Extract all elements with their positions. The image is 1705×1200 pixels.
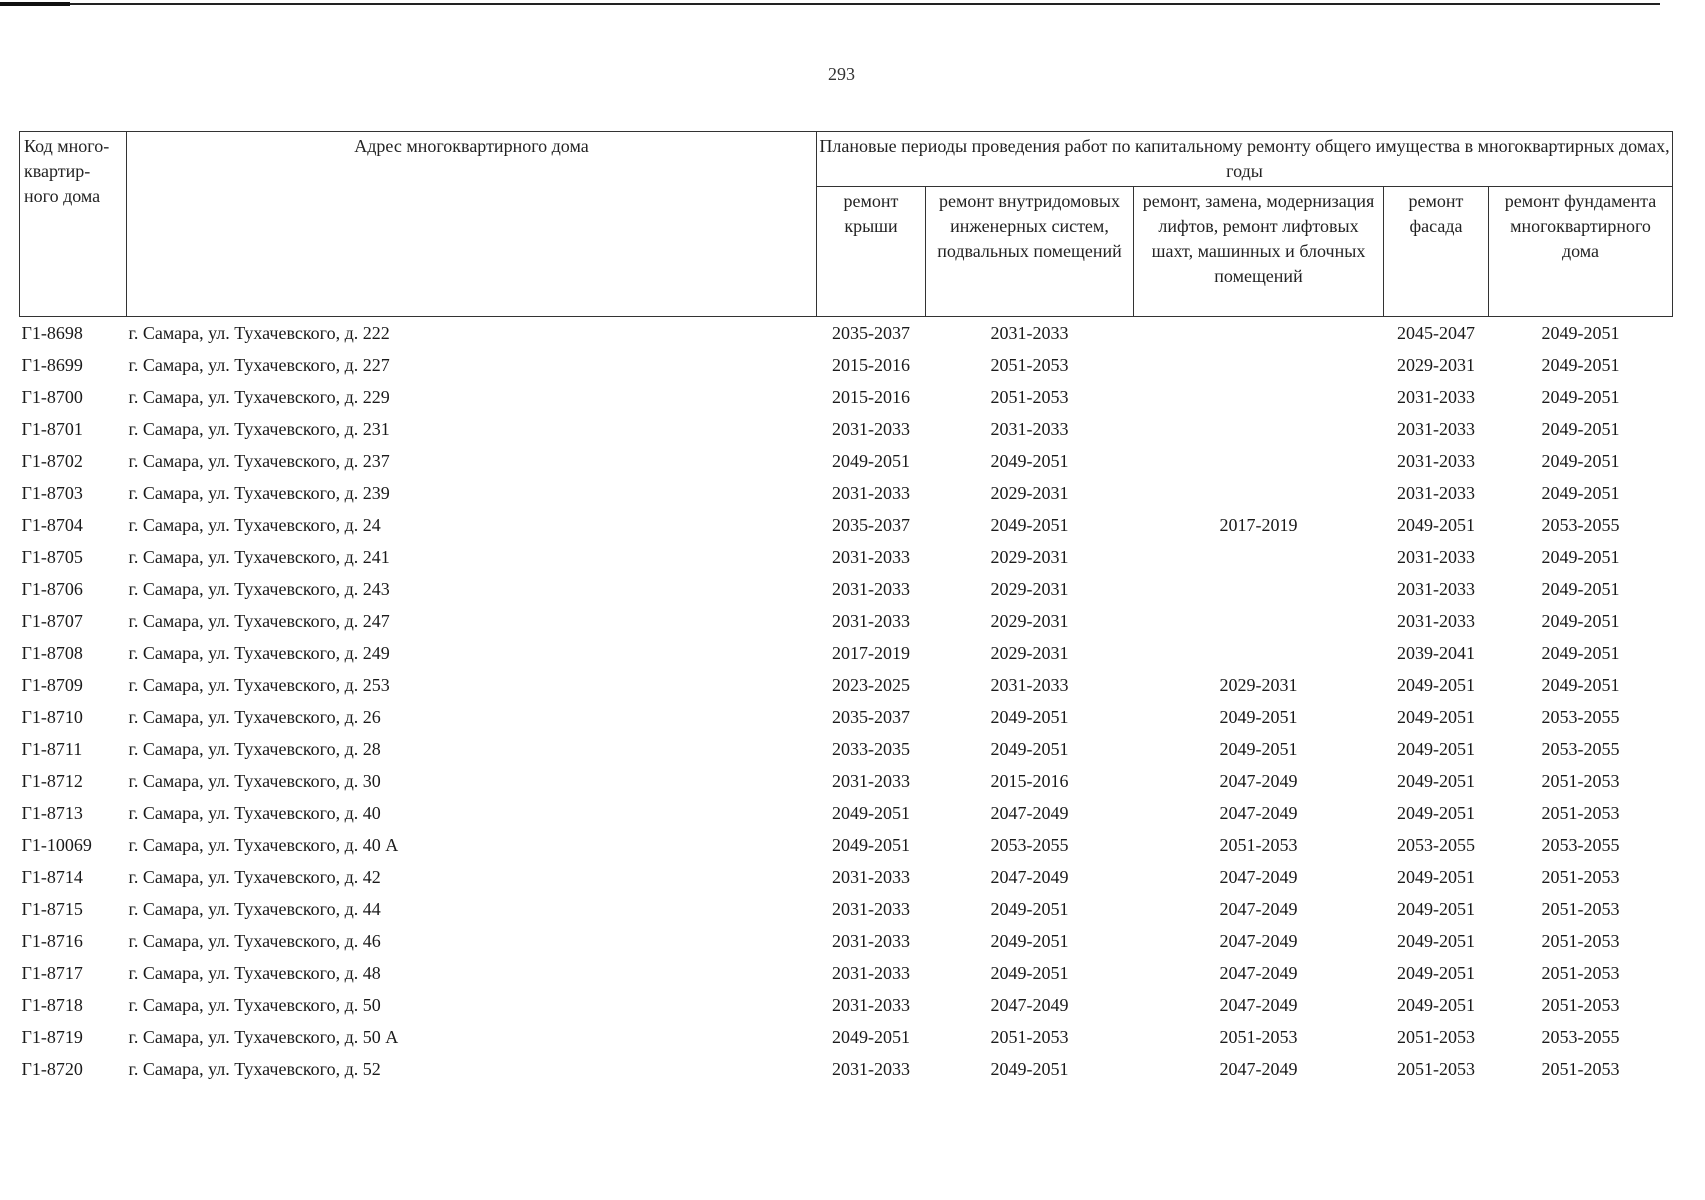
table-row: [20, 957, 1673, 989]
cell-roof: 2031-2033: [832, 418, 910, 439]
cell-roof: 2031-2033: [832, 866, 910, 887]
cell-code: Г1-8719: [21, 1026, 83, 1047]
cell-code: Г1-8706: [21, 578, 83, 599]
cell-facade: 2053-2055: [1397, 834, 1475, 855]
cell-facade: 2049-2051: [1397, 514, 1475, 535]
table-row: [20, 573, 1673, 605]
cell-systems: 2049-2051: [990, 930, 1069, 951]
cell-facade: 2049-2051: [1397, 898, 1475, 919]
table-row: [20, 637, 1673, 669]
header-foundation: ремонт фундамента многоквартирного дома: [1489, 187, 1673, 317]
cell-code: Г1-10069: [21, 834, 92, 855]
cell-code: Г1-8701: [21, 418, 83, 439]
header-periods-group: Плановые периоды проведения работ по капитальному ремонту общего имущества в многоквартирных домах, годы: [817, 132, 1673, 187]
cell-roof: 2031-2033: [832, 994, 910, 1015]
cell-address: г. Самара, ул. Тухачевского, д. 40: [128, 802, 381, 823]
cell-foundation: 2049-2051: [1541, 450, 1620, 471]
cell-code: Г1-8700: [21, 386, 83, 407]
cell-address: г. Самара, ул. Тухачевского, д. 50 А: [128, 1026, 399, 1047]
table-row: [20, 445, 1673, 477]
table-row: [20, 989, 1673, 1021]
cell-roof: 2017-2019: [832, 642, 910, 663]
cell-elevators: [1134, 477, 1384, 509]
cell-roof: 2031-2033: [832, 578, 910, 599]
cell-elevators: 2049-2051: [1219, 738, 1298, 759]
cell-systems: 2029-2031: [990, 546, 1069, 567]
cell-address: г. Самара, ул. Тухачевского, д. 48: [128, 962, 381, 983]
cell-code: Г1-8702: [21, 450, 83, 471]
cell-elevators: 2047-2049: [1219, 1058, 1298, 1079]
capital-repair-table: [19, 131, 1673, 1085]
cell-address: г. Самара, ул. Тухачевского, д. 40 А: [128, 834, 399, 855]
cell-address: г. Самара, ул. Тухачевского, д. 42: [128, 866, 381, 887]
cell-foundation: 2053-2055: [1541, 706, 1620, 727]
cell-facade: 2049-2051: [1397, 866, 1475, 887]
cell-facade: 2045-2047: [1397, 322, 1475, 343]
cell-roof: 2033-2035: [832, 738, 910, 759]
cell-elevators: 2047-2049: [1219, 898, 1298, 919]
cell-address: г. Самара, ул. Тухачевского, д. 44: [128, 898, 381, 919]
cell-elevators: [1134, 381, 1384, 413]
cell-foundation: 2049-2051: [1541, 610, 1620, 631]
table-row: [20, 701, 1673, 733]
cell-foundation: 2049-2051: [1541, 322, 1620, 343]
cell-roof: 2049-2051: [832, 1026, 910, 1047]
cell-systems: 2053-2055: [990, 834, 1069, 855]
cell-foundation: 2053-2055: [1541, 834, 1620, 855]
header-roof: ремонт крыши: [817, 187, 926, 317]
cell-roof: 2031-2033: [832, 610, 910, 631]
cell-systems: 2049-2051: [990, 706, 1069, 727]
cell-systems: 2029-2031: [990, 610, 1069, 631]
cell-roof: 2031-2033: [832, 930, 910, 951]
cell-systems: 2047-2049: [990, 866, 1069, 887]
cell-systems: 2049-2051: [990, 514, 1069, 535]
cell-foundation: 2049-2051: [1541, 418, 1620, 439]
cell-elevators: 2047-2049: [1219, 866, 1298, 887]
cell-facade: 2049-2051: [1397, 994, 1475, 1015]
cell-roof: 2015-2016: [832, 354, 910, 375]
cell-systems: 2049-2051: [990, 450, 1069, 471]
table-row: [20, 541, 1673, 573]
cell-code: Г1-8717: [21, 962, 83, 983]
cell-code: Г1-8711: [21, 738, 83, 759]
cell-address: г. Самара, ул. Тухачевского, д. 241: [128, 546, 390, 567]
cell-address: г. Самара, ул. Тухачевского, д. 239: [128, 482, 390, 503]
cell-elevators: 2047-2049: [1219, 930, 1298, 951]
cell-foundation: 2053-2055: [1541, 514, 1620, 535]
cell-elevators: 2047-2049: [1219, 802, 1298, 823]
cell-code: Г1-8699: [21, 354, 83, 375]
cell-foundation: 2049-2051: [1541, 674, 1620, 695]
cell-code: Г1-8713: [21, 802, 83, 823]
cell-address: г. Самара, ул. Тухачевского, д. 52: [128, 1058, 381, 1079]
table-body: [20, 317, 1673, 1086]
cell-elevators: [1134, 541, 1384, 573]
cell-code: Г1-8716: [21, 930, 83, 951]
cell-systems: 2051-2053: [990, 386, 1069, 407]
cell-roof: 2049-2051: [832, 450, 910, 471]
cell-facade: 2051-2053: [1397, 1026, 1475, 1047]
cell-elevators: [1134, 637, 1384, 669]
cell-systems: 2031-2033: [990, 322, 1069, 343]
cell-code: Г1-8710: [21, 706, 83, 727]
table-row: [20, 349, 1673, 381]
cell-roof: 2015-2016: [832, 386, 910, 407]
cell-foundation: 2051-2053: [1541, 898, 1620, 919]
cell-address: г. Самара, ул. Тухачевского, д. 243: [128, 578, 390, 599]
cell-foundation: 2051-2053: [1541, 930, 1620, 951]
cell-facade: 2051-2053: [1397, 1058, 1475, 1079]
cell-facade: 2049-2051: [1397, 930, 1475, 951]
cell-foundation: 2049-2051: [1541, 354, 1620, 375]
cell-code: Г1-8703: [21, 482, 83, 503]
cell-roof: 2035-2037: [832, 322, 910, 343]
cell-systems: 2049-2051: [990, 1058, 1069, 1079]
cell-address: г. Самара, ул. Тухачевского, д. 30: [128, 770, 381, 791]
header-row-1: [20, 132, 1673, 187]
cell-address: г. Самара, ул. Тухачевского, д. 222: [128, 322, 390, 343]
cell-foundation: 2051-2053: [1541, 994, 1620, 1015]
table-row: [20, 861, 1673, 893]
cell-code: Г1-8715: [21, 898, 83, 919]
table-row: [20, 669, 1673, 701]
cell-foundation: 2049-2051: [1541, 386, 1620, 407]
table-row: [20, 381, 1673, 413]
cell-facade: 2031-2033: [1397, 546, 1475, 567]
cell-roof: 2035-2037: [832, 706, 910, 727]
header-elevators: ремонт, замена, модернизация лифтов, ремонт лифтовых шахт, машинных и блочных помещений: [1134, 187, 1384, 317]
cell-foundation: 2053-2055: [1541, 1026, 1620, 1047]
cell-code: Г1-8705: [21, 546, 83, 567]
cell-address: г. Самара, ул. Тухачевского, д. 249: [128, 642, 390, 663]
cell-foundation: 2051-2053: [1541, 1058, 1620, 1079]
cell-systems: 2031-2033: [990, 418, 1069, 439]
cell-code: Г1-8709: [21, 674, 83, 695]
cell-facade: 2049-2051: [1397, 738, 1475, 759]
table-row: [20, 605, 1673, 637]
cell-systems: 2047-2049: [990, 802, 1069, 823]
cell-systems: 2049-2051: [990, 962, 1069, 983]
cell-facade: 2031-2033: [1397, 482, 1475, 503]
table-row: [20, 893, 1673, 925]
cell-facade: 2049-2051: [1397, 674, 1475, 695]
cell-systems: 2015-2016: [990, 770, 1069, 791]
cell-address: г. Самара, ул. Тухачевского, д. 24: [128, 514, 381, 535]
cell-foundation: 2051-2053: [1541, 802, 1620, 823]
cell-facade: 2039-2041: [1397, 642, 1475, 663]
table-row: [20, 1053, 1673, 1085]
cell-elevators: [1134, 445, 1384, 477]
cell-address: г. Самара, ул. Тухачевского, д. 237: [128, 450, 390, 471]
cell-code: Г1-8708: [21, 642, 83, 663]
cell-foundation: 2049-2051: [1541, 578, 1620, 599]
cell-elevators: [1134, 349, 1384, 381]
cell-elevators: 2017-2019: [1219, 514, 1298, 535]
cell-facade: 2031-2033: [1397, 386, 1475, 407]
cell-foundation: 2053-2055: [1541, 738, 1620, 759]
cell-systems: 2029-2031: [990, 482, 1069, 503]
cell-foundation: 2051-2053: [1541, 962, 1620, 983]
cell-elevators: [1134, 317, 1384, 350]
cell-elevators: [1134, 605, 1384, 637]
cell-foundation: 2049-2051: [1541, 642, 1620, 663]
cell-elevators: 2051-2053: [1219, 834, 1298, 855]
cell-roof: 2031-2033: [832, 962, 910, 983]
cell-systems: 2029-2031: [990, 578, 1069, 599]
top-rule: [0, 3, 1660, 5]
table-row: [20, 477, 1673, 509]
cell-facade: 2049-2051: [1397, 802, 1475, 823]
cell-address: г. Самара, ул. Тухачевского, д. 46: [128, 930, 381, 951]
cell-elevators: 2049-2051: [1219, 706, 1298, 727]
header-code: Код много-квартир-ного дома: [20, 132, 127, 317]
cell-elevators: 2051-2053: [1219, 1026, 1298, 1047]
cell-code: Г1-8712: [21, 770, 83, 791]
cell-address: г. Самара, ул. Тухачевского, д. 253: [128, 674, 390, 695]
cell-foundation: 2051-2053: [1541, 866, 1620, 887]
cell-elevators: [1134, 413, 1384, 445]
cell-facade: 2031-2033: [1397, 610, 1475, 631]
cell-roof: 2031-2033: [832, 898, 910, 919]
cell-facade: 2031-2033: [1397, 418, 1475, 439]
cell-systems: 2049-2051: [990, 738, 1069, 759]
cell-elevators: [1134, 573, 1384, 605]
cell-address: г. Самара, ул. Тухачевского, д. 50: [128, 994, 381, 1015]
cell-systems: 2047-2049: [990, 994, 1069, 1015]
cell-roof: 2031-2033: [832, 482, 910, 503]
cell-address: г. Самара, ул. Тухачевского, д. 26: [128, 706, 381, 727]
cell-systems: 2051-2053: [990, 1026, 1069, 1047]
cell-address: г. Самара, ул. Тухачевского, д. 247: [128, 610, 390, 631]
cell-roof: 2049-2051: [832, 802, 910, 823]
cell-code: Г1-8718: [21, 994, 83, 1015]
cell-code: Г1-8714: [21, 866, 83, 887]
cell-systems: 2029-2031: [990, 642, 1069, 663]
cell-code: Г1-8707: [21, 610, 83, 631]
table-row: [20, 829, 1673, 861]
cell-roof: 2035-2037: [832, 514, 910, 535]
cell-elevators: 2047-2049: [1219, 962, 1298, 983]
cell-code: Г1-8704: [21, 514, 83, 535]
cell-facade: 2029-2031: [1397, 354, 1475, 375]
cell-facade: 2049-2051: [1397, 706, 1475, 727]
cell-systems: 2031-2033: [990, 674, 1069, 695]
cell-address: г. Самара, ул. Тухачевского, д. 229: [128, 386, 390, 407]
cell-roof: 2031-2033: [832, 546, 910, 567]
cell-elevators: 2029-2031: [1219, 674, 1298, 695]
cell-facade: 2031-2033: [1397, 578, 1475, 599]
cell-code: Г1-8720: [21, 1058, 83, 1079]
cell-roof: 2049-2051: [832, 834, 910, 855]
table-row: [20, 509, 1673, 541]
cell-roof: 2031-2033: [832, 770, 910, 791]
cell-foundation: 2049-2051: [1541, 546, 1620, 567]
header-facade: ремонт фасада: [1384, 187, 1489, 317]
table-row: [20, 733, 1673, 765]
table-row: [20, 925, 1673, 957]
table-row: [20, 413, 1673, 445]
cell-systems: 2049-2051: [990, 898, 1069, 919]
cell-facade: 2049-2051: [1397, 962, 1475, 983]
table-row: [20, 797, 1673, 829]
cell-address: г. Самара, ул. Тухачевского, д. 231: [128, 418, 390, 439]
cell-elevators: 2047-2049: [1219, 770, 1298, 791]
cell-facade: 2031-2033: [1397, 450, 1475, 471]
cell-foundation: 2049-2051: [1541, 482, 1620, 503]
cell-facade: 2049-2051: [1397, 770, 1475, 791]
table-row: [20, 1021, 1673, 1053]
cell-roof: 2023-2025: [832, 674, 910, 695]
page-number: 293: [828, 64, 855, 84]
top-rule-accent: [0, 2, 70, 6]
cell-address: г. Самара, ул. Тухачевского, д. 28: [128, 738, 381, 759]
header-address: Адрес многоквартирного дома: [127, 132, 817, 317]
table-row: [20, 765, 1673, 797]
header-systems: ремонт внутридомовых инженерных систем, подвальных помещений: [926, 187, 1134, 317]
cell-code: Г1-8698: [21, 322, 83, 343]
cell-foundation: 2051-2053: [1541, 770, 1620, 791]
cell-elevators: 2047-2049: [1219, 994, 1298, 1015]
cell-roof: 2031-2033: [832, 1058, 910, 1079]
table-row: [20, 317, 1673, 350]
cell-systems: 2051-2053: [990, 354, 1069, 375]
cell-address: г. Самара, ул. Тухачевского, д. 227: [128, 354, 390, 375]
